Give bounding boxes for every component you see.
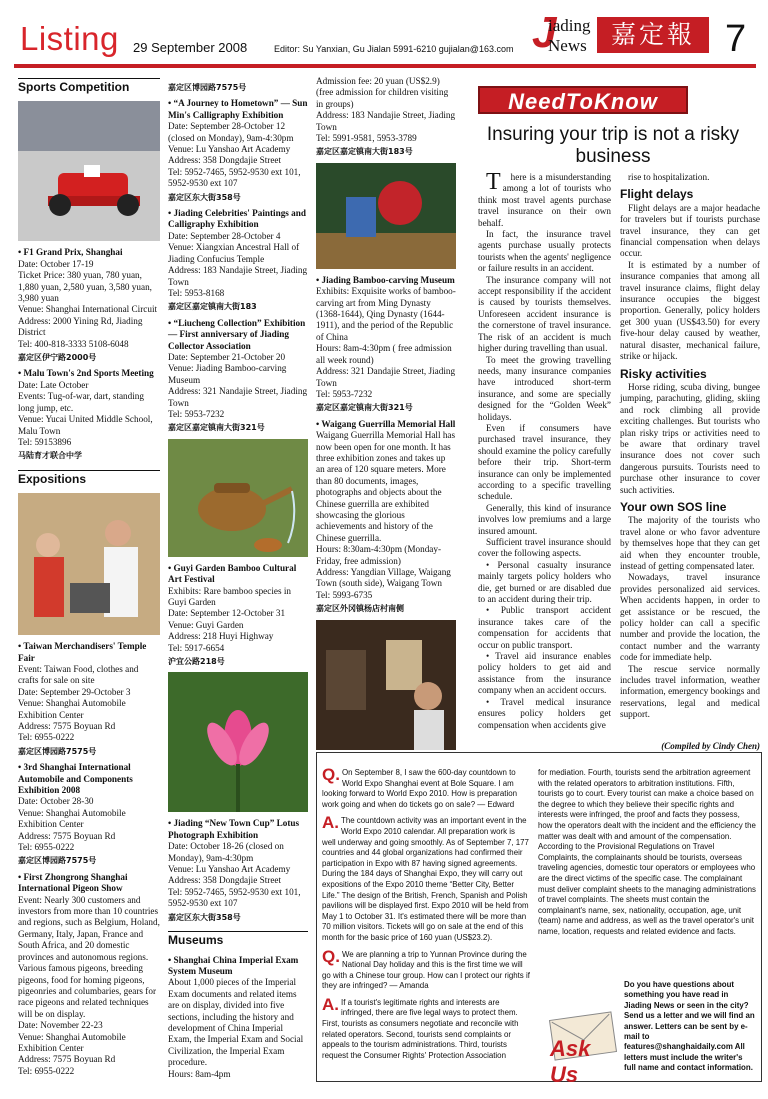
article-paragraph: • Travel medical insurance ensures policy holders get compensation when accidents give bbox=[478, 696, 611, 730]
question-text: On September 8, I saw the 600-day countdown to World Expo Shanghai event at Bole Square. I am looking forward to World Expo 2010. How is preparation work going and when do tickets go on sale? — Edward bbox=[322, 768, 518, 809]
article-credit: (Compiled by Cindy Chen) bbox=[661, 741, 760, 751]
event-line: Date: September 12-October 31 bbox=[168, 608, 286, 619]
logo-text-bottom: News bbox=[548, 36, 587, 55]
event-line: Address: 218 Huyi Highway bbox=[168, 631, 274, 642]
event-line: Tel: 5953-7232 bbox=[168, 408, 225, 419]
event-line: Tel: 5953-8168 bbox=[168, 287, 225, 298]
lotus-illustration bbox=[168, 672, 308, 812]
event-malu bbox=[18, 368, 160, 461]
answer-2 bbox=[322, 994, 530, 1062]
f1-car-illustration bbox=[18, 101, 160, 241]
event-line: Address: Yangdian Village, Waigang Town (south side), Waigang Town bbox=[316, 567, 451, 589]
newspaper-logo bbox=[532, 8, 594, 58]
event-auto bbox=[18, 762, 160, 867]
event-f1 bbox=[18, 247, 160, 363]
event-line: Tel: 5991-9581, 5953-3789 bbox=[316, 133, 417, 144]
event-line: Venue: Lu Yanshao Art Academy bbox=[168, 144, 291, 155]
event-line: Address: 183 Nandajie Street, Jiading Town bbox=[316, 110, 456, 132]
event-title: • Taiwan Merchandisers' Temple Fair bbox=[18, 641, 147, 663]
event-line: Address: 358 Dongdajie Street bbox=[168, 875, 282, 886]
article-paragraph: In fact, the insurance travel agents purchase usually protects tourists when the agents' negligence or failure results in an accident. bbox=[478, 229, 611, 274]
event-line: Date: November 22-23 bbox=[18, 1020, 103, 1031]
logo-text-top: iading bbox=[548, 16, 591, 35]
logo-j-letter: J bbox=[532, 8, 557, 57]
event-line: Date: October 17-19 bbox=[18, 258, 94, 269]
article-paragraph: There is a misunderstanding among a lot of tourists who think most travel agents purchase travel insurance on their own behalf. bbox=[478, 169, 611, 228]
event-line: Venue: Xiangxian Ancestral Hall of Jiading Confucius Temple bbox=[168, 242, 300, 264]
article-paragraph: Generally, this kind of insurance involves low premiums and a large insured amount. bbox=[478, 502, 611, 536]
event-line: Tel: 5953-7232 bbox=[316, 388, 373, 399]
event-title: • 3rd Shanghai International Automobile and Components Exhibition 2008 bbox=[18, 762, 133, 795]
event-address-cn: 嘉定区嘉定镇南大街183 bbox=[168, 302, 257, 312]
event-lotus bbox=[168, 818, 308, 923]
column-1 bbox=[18, 70, 160, 1082]
event-line: Exhibits: Rare bamboo species in Guyi Garden bbox=[168, 585, 291, 607]
event-address-cn: 沪宜公路218号 bbox=[168, 657, 225, 667]
answer-1 bbox=[322, 813, 530, 943]
subhead-risky-activities: Risky activities bbox=[620, 366, 707, 381]
event-pigeon bbox=[18, 872, 160, 1077]
question-text: We are planning a trip to Yunnan Province during the National Day holiday and this is the first time we will go with a Chinese tour group. How can I protect our rights if they are infringed? — Amanda bbox=[322, 949, 530, 991]
event-line: Hours: 8am-4pm bbox=[168, 1068, 231, 1079]
event-line: Tel: 5917-6654 bbox=[168, 642, 225, 653]
bamboo-museum-illustration bbox=[316, 163, 456, 269]
event-line: Venue: Yucai United Middle School, Malu Town bbox=[18, 414, 153, 436]
event-line: Tel: 6955-0222 bbox=[18, 1065, 75, 1076]
event-address-cn: 嘉定区嘉定镇南大街321号 bbox=[316, 403, 413, 413]
event-line: Tel: 5952-7465, 5952-9530 ext 101, 5952-9530 ext 107 bbox=[168, 166, 301, 189]
event-line: Address: 7575 Boyuan Rd bbox=[18, 1054, 116, 1065]
event-line: Event: Nearly 300 customers and investors from more than 10 countries and regions, such as Belgium, Holand, Germany, Italy, Japan, France and South Africa, and 20 domestic provinces and autonomous regions. Various famous pigeons, breeding pigeons, food for homing pigeons, pigeonries and columbaries, gears for race pigeons and related techniques will be on display. bbox=[18, 894, 160, 1019]
memorial-hall-illustration bbox=[316, 620, 456, 750]
qa-column-2 bbox=[538, 768, 756, 938]
event-line: Venue: Shanghai International Circuit bbox=[18, 304, 158, 315]
event-address-cn: 嘉定区东大街358号 bbox=[168, 912, 241, 922]
event-line: Hours: 8am-4:30pm ( free admission all week round) bbox=[316, 343, 452, 365]
event-line: Tel: 400-818-3333 5108-6048 bbox=[18, 338, 129, 349]
temple-fair-illustration bbox=[18, 493, 160, 635]
article-paragraph: • Personal casualty insurance mainly targets policy holders who die, get burned or are disabled due to an accident during their trip. bbox=[478, 559, 611, 605]
event-line: Tel: 6955-0222 bbox=[18, 732, 75, 743]
event-line: Date: September 21-October 20 bbox=[168, 351, 286, 362]
event-line: Date: September 29-October 3 bbox=[18, 686, 131, 697]
answer-text: The countdown activity was an important event in the World Expo 2010 calendar. All preparation work is well underway and going smoothly. As of September 7, 177 countries and 44 global organizations had confirmed their participation in Expo with 87 having signed agreements. During the 184 days of Shanghai Expo, they will carry out expositions of the Expo 2010 theme “Better City, Better Life.” The design of the British, French, Spanish and Polish pavilions will be displayed first. Expo 2010 will be held from May 1 to October 31. It's estimated there will be more than 70 million visitors. Tickets will go on sale at the end of this month for the basic price of 160 yuan (US$23.2). bbox=[322, 816, 529, 942]
section-title: Listing bbox=[20, 20, 119, 57]
event-address-cn: 嘉定区伊宁路2000号 bbox=[18, 353, 97, 363]
event-exam-museum bbox=[168, 955, 308, 1080]
event-line: Venue: Lu Yanshao Art Academy bbox=[168, 864, 291, 875]
page-number: 7 bbox=[725, 18, 747, 60]
sports-heading: Sports Competition bbox=[18, 78, 160, 95]
event-line: About 1,000 pieces of the Imperial Exam documents and related items are on display, divided into five sections, including the history and development of China Imperial Exam, the Imperial Exam and Social Civilization, the Imperial Exam procedure. bbox=[168, 977, 304, 1068]
editor-line: Editor: Su Yanxian, Gu Jialan 5991-6210 gujialan@163.com bbox=[274, 44, 514, 54]
event-line: Exhibits: Exquisite works of bamboo-carving art from Ming Dynasty (1368-1644), Qing Dynasty (1644-1911), and the period of the Republic of China bbox=[316, 286, 456, 342]
event-line: Address: 321 Dandajie Street, Jiading Town bbox=[316, 366, 456, 388]
article-paragraph: To meet the growing travelling needs, many insurance companies have introduced short-term insurance, and some are specially designed for the “Golden Week” holidays. bbox=[478, 354, 611, 422]
event-line: Date: October 18-26 (closed on Monday), 9am-4:30pm bbox=[168, 841, 284, 863]
event-journey bbox=[168, 98, 308, 203]
article-column-1 bbox=[478, 169, 611, 731]
event-title: • Jiading Celebrities' Paintings and Calligraphy Exhibition bbox=[168, 208, 306, 230]
event-continued bbox=[168, 82, 308, 93]
event-continued bbox=[316, 76, 456, 158]
event-title: • Shanghai China Imperial Exam System Museum bbox=[168, 954, 299, 976]
question-2 bbox=[322, 946, 530, 992]
event-waigang bbox=[316, 419, 456, 615]
event-line: Venue: Shanghai Automobile Exhibition Center bbox=[18, 698, 126, 720]
need-to-know-banner: NeedToKnow bbox=[478, 86, 688, 114]
article-paragraph: Even if consumers have purchased travel insurance, they should examine the policy carefully before their trip. Short-term insurance can only be implemented according to a specific travelling schedule. bbox=[478, 422, 611, 502]
event-line: Venue: Shanghai Automobile Exhibition Center bbox=[18, 1031, 126, 1053]
event-bamboo-museum bbox=[316, 275, 456, 414]
bamboo-museum-photo bbox=[316, 163, 456, 269]
article-paragraph: rise to hospitalization. bbox=[628, 172, 710, 182]
event-line: Venue: Guyi Garden bbox=[168, 619, 244, 630]
event-line: Venue: Jiading Bamboo-carving Museum bbox=[168, 363, 287, 385]
article-headline: Insuring your trip is not a risky business bbox=[486, 124, 740, 167]
event-line: Tel: 6955-0222 bbox=[18, 842, 75, 853]
event-guyi bbox=[168, 563, 308, 668]
article-paragraph: It is estimated by a number of insurance companies that among all travel insurance claims, flight delay insurance occupies the biggest proportion. Generally, policy holders get 300 yuan (US$43.50) for every five-hour delay caused by weather, natural disaster, mechanical failure, strike or hijack. bbox=[620, 259, 760, 362]
answer-mark-icon: A. bbox=[322, 813, 339, 833]
event-line: Event: Taiwan Food, clothes and crafts for sale on site bbox=[18, 663, 139, 686]
event-line: Waigang Guerrilla Memorial Hall has now been open for one month. It has three exhibition zones and takes up an area of 120 square meters. More than 80 documents, images, photographs and objects about the Chinese guerrilla are exhibited showcasing the glorious achievements and history of the Chinese guerrilla. bbox=[316, 430, 456, 543]
event-line: Date: October 28-30 bbox=[18, 796, 94, 807]
event-liucheng bbox=[168, 318, 308, 434]
ask-us-text: Do you have questions about something you have read in Jiading News or seen in the city? Send us a letter and we will find an answer. Letters can be sent by e-mail to features@shanghaidaily.com All letters must include the writer's full name and contact information. bbox=[624, 980, 755, 1073]
logo-chinese: 嘉定報 bbox=[597, 17, 709, 53]
article-paragraph: Flight delays are a major headache for travelers but if tourists purchase travel insurance, they can get financial compensation when delays occur. bbox=[620, 202, 760, 259]
ask-us-label: Ask Us bbox=[550, 1036, 591, 1087]
article-paragraph: Nowadays, travel insurance provides personalized aid services. When accidents happen, in order to get assistance or be rescued, the policy holder can call a specific number and provide the location, the contact number and the warranty code for immediate help. bbox=[620, 572, 760, 663]
event-taiwan bbox=[18, 641, 160, 757]
article-paragraph: • Public transport accident insurance takes care of the compensation for accidents that occur on public transport. bbox=[478, 605, 611, 650]
answer-mark-icon: A. bbox=[322, 994, 339, 1014]
event-address-cn: 嘉定区嘉定镇南大街321号 bbox=[168, 423, 265, 433]
event-line: Tel: 5952-7465, 5952-9530 ext 101, 5952-9530 ext 107 bbox=[168, 886, 301, 909]
event-address-cn: 嘉定区博园路7575号 bbox=[18, 856, 97, 866]
article-column-2 bbox=[620, 172, 760, 721]
event-line: Date: September 28-October 12 (closed on Monday), 9am-4:30pm bbox=[168, 121, 294, 143]
lotus-photo bbox=[168, 672, 308, 812]
event-address-cn: 马陆育才联合中学 bbox=[18, 451, 82, 461]
answer-continued: for mediation. Fourth, tourists send the arbitration agreement with the related operators to arbitration institutions. Fifth, tourists go to court. Every tourist can make a choice based on the degree to which they believe their specific rights and interests were infringed, the proof and facts they possess, how the operators dealt with the incident and the efficiency the matter was dealt with and amount of the compensation. According to the Provisional Regulations on Travel Complaints, the complainants should be tourists, overseas traveling agencies, domestic tour operators or employees who are the direct victims of the specific case. The complainant must deliver complaint sheets to the managing administrations of travel complaints. The sheets must contain the complainant's name, sex, nationality, occupation, age, unit (team) name and address, as well as the travel operator's unit name, location, requests and related evidence and facts. bbox=[538, 768, 756, 936]
teapot-fountain-photo bbox=[168, 439, 308, 557]
event-line: Tel: 5993-6735 bbox=[316, 589, 373, 600]
event-title: • Jiading “New Town Cup” Lotus Photograph Exhibition bbox=[168, 818, 300, 840]
article-paragraph: The rescue service normally includes travel information, weather information, emergency bookings and reservations, legal and medical support. bbox=[620, 663, 760, 720]
event-line: Venue: Shanghai Automobile Exhibition Center bbox=[18, 807, 126, 830]
event-address-cn: 嘉定区博园路7575号 bbox=[18, 746, 97, 756]
event-title: • F1 Grand Prix, Shanghai bbox=[18, 247, 123, 258]
museums-heading: Museums bbox=[168, 931, 308, 948]
subhead-flight-delays: Flight delays bbox=[620, 187, 694, 202]
event-line: Events: Tug-of-war, dart, standing long jump, etc. bbox=[18, 391, 144, 413]
article-paragraph: • Travel aid insurance enables policy holders to get aid and assistance from the insurance company when an accident occurs. bbox=[478, 651, 611, 696]
event-line: Date: September 28-October 4 bbox=[168, 230, 281, 241]
event-title: • Guyi Garden Bamboo Cultural Art Festival bbox=[168, 562, 297, 585]
article-paragraph: The insurance company will not accept responsibility if the accident is caused by tourists themselves. Unforeseen accident insurance is the cornerstone of travel insurance. The risk of an accident is much higher during travelling than usual. bbox=[478, 274, 611, 354]
event-title: • Malu Town's 2nd Sports Meeting bbox=[18, 368, 154, 379]
event-line: Admission fee: 20 yuan (US$2.9) (free admission for children visiting in groups) bbox=[316, 76, 449, 109]
teapot-illustration bbox=[168, 439, 308, 557]
question-mark-icon: Q. bbox=[322, 946, 340, 966]
article-paragraph: Horse riding, scuba diving, bungee jumping, parachuting, gliding, skiing and rock climbing all provide exciting challenges. But tourists who plan risky trips or activities need to be aware that ordinary travel insurance does not cover such dangerous pursuits. Tourists need to purchase other insurance to cover such activities. bbox=[620, 381, 760, 495]
event-celebrities bbox=[168, 208, 308, 313]
event-title: • “Liucheng Collection” Exhibition — First anniversary of Jiading Collector Association bbox=[168, 317, 306, 351]
event-address-cn: 嘉定区外冈镇杨店村南侧 bbox=[316, 604, 404, 614]
ask-us-graphic bbox=[546, 1010, 620, 1087]
temple-fair-photo bbox=[18, 493, 160, 635]
event-title: • Waigang Guerrilla Memorial Hall bbox=[316, 418, 456, 429]
event-line: Hours: 8:30am-4:30pm (Monday-Friday, free admission) bbox=[316, 544, 442, 566]
article-paragraph: The majority of the tourists who travel alone or who favor adventure by themselves hope that they can get aid when they encounter trouble, instead of getting compensated later. bbox=[620, 515, 760, 571]
event-title: • “A Journey to Hometown” — Sun Min's Calligraphy Exhibition bbox=[168, 98, 308, 120]
column-3 bbox=[316, 70, 456, 756]
event-address-cn: 嘉定区博园路7575号 bbox=[168, 83, 247, 92]
issue-date: 29 September 2008 bbox=[133, 40, 248, 55]
event-line: Address: 7575 Boyuan Rd bbox=[18, 830, 116, 841]
f1-car-photo bbox=[18, 101, 160, 241]
event-address-cn: 嘉定区嘉定镇南大街183号 bbox=[316, 147, 413, 157]
event-line: Address: 2000 Yining Rd, Jiading District bbox=[18, 315, 143, 338]
qa-column-1 bbox=[322, 765, 530, 1067]
event-line: Address: 358 Dongdajie Street bbox=[168, 155, 282, 166]
subhead-sos-line: Your own SOS line bbox=[620, 499, 727, 514]
event-title: • First Zhongrong Shanghai International Pigeon Show bbox=[18, 871, 128, 894]
header-rule bbox=[14, 64, 756, 68]
column-2 bbox=[168, 70, 308, 1085]
memorial-hall-photo bbox=[316, 620, 456, 750]
event-title: • Jiading Bamboo-carving Museum bbox=[316, 274, 455, 285]
question-mark-icon: Q. bbox=[322, 765, 340, 784]
event-line: Date: Late October bbox=[18, 379, 89, 390]
event-line: Address: 321 Nandajie Street, Jiading Town bbox=[168, 386, 308, 408]
page-header bbox=[0, 0, 768, 62]
event-line: Tel: 59153896 bbox=[18, 436, 72, 447]
question-1 bbox=[322, 765, 530, 810]
event-line: Address: 7575 Boyuan Rd bbox=[18, 720, 116, 731]
event-line: Ticket Price: 380 yuan, 780 yuan, 1,880 yuan, 2,580 yuan, 3,580 yuan, 3,980 yuan bbox=[18, 270, 152, 304]
answer-text: If a tourist's legitimate rights and interests are infringed, there are five legal ways to protect them. First, tourists as consumers negotiate and reconcile with related operators. Second, tourists send complaints or appeals to the tourism administrations. Third, tourists request the Consumer Rights' Protection Association bbox=[322, 997, 519, 1060]
event-line: Address: 183 Nandajie Street, Jiading Town bbox=[168, 265, 308, 287]
article-paragraph: Sufficient travel insurance should cover the following aspects. bbox=[478, 537, 611, 559]
event-address-cn: 嘉定区东大街358号 bbox=[168, 192, 241, 202]
expositions-heading: Expositions bbox=[18, 470, 160, 487]
